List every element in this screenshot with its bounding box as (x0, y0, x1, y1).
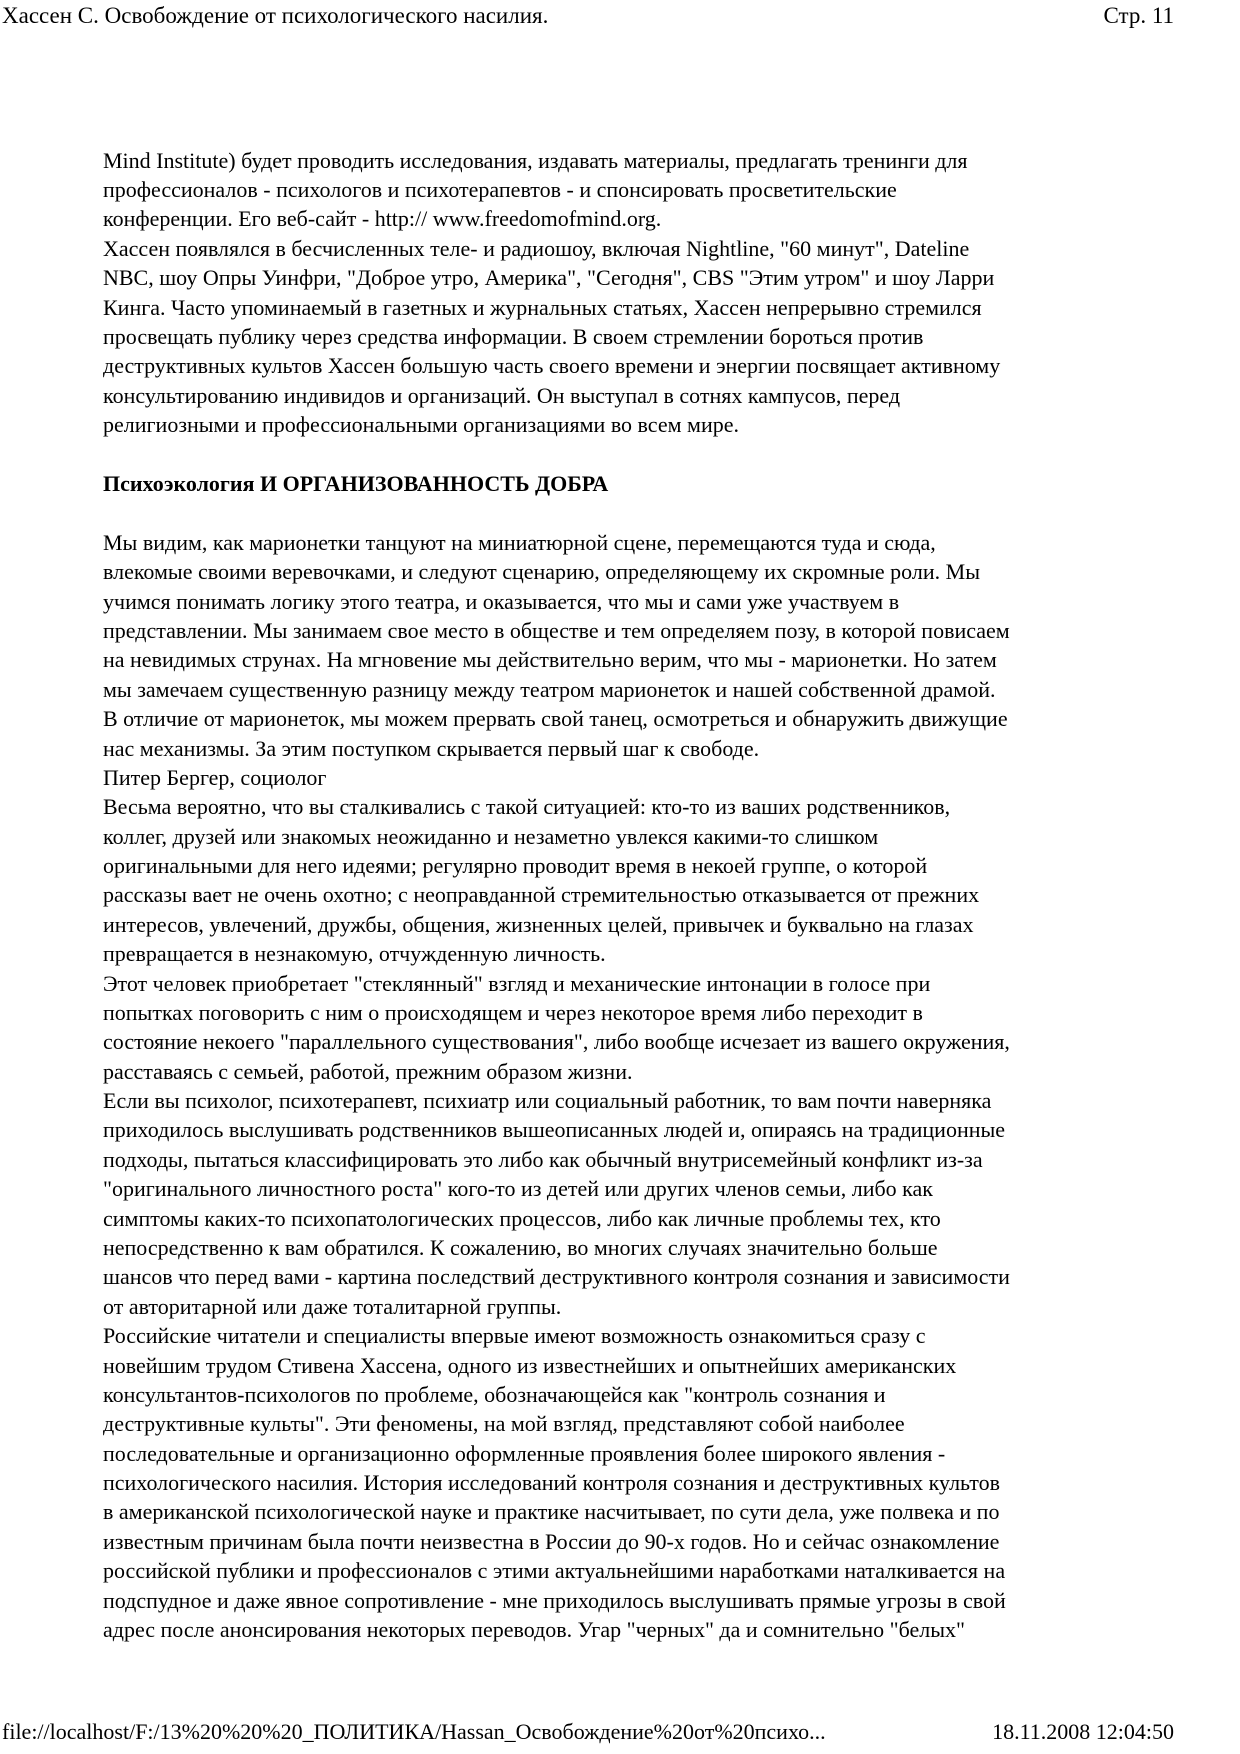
text-line: NBC, шоу Опры Уинфри, "Доброе утро, Америка", "Сегодня", CBS "Этим утром" и шоу Ларри (103, 265, 995, 290)
text-line: непосредственно к вам обратился. К сожалению, во многих случаях значительно больше (103, 1235, 938, 1260)
text-line: от авторитарной или даже тоталитарной группы. (103, 1294, 562, 1319)
text-line: просвещать публику через средства информации. В своем стремлении бороться против (103, 324, 924, 349)
text-line: Этот человек приобретает "стеклянный" взгляд и механические интонации в голосе при (103, 971, 931, 996)
text-line: нас механизмы. За этим поступком скрывается первый шаг к свободе. (103, 736, 760, 761)
text-line: В отличие от марионеток, мы можем прервать свой танец, осмотреться и обнаружить движущие (103, 706, 1008, 731)
text-line: деструктивные культы". Эти феномены, на мой взгляд, представляют собой наиболее (103, 1411, 905, 1436)
page-header-title: Хассен С. Освобождение от психологического насилия. (2, 3, 549, 28)
text-line: в американской психологической науке и практике насчитывает, по сути дела, уже полвека и по (103, 1499, 1000, 1524)
text-line: приходилось выслушивать родственников вышеописанных людей и, опираясь на традиционные (103, 1117, 1006, 1142)
text-line: последовательные и организационно оформленные проявления более широкого явления - (103, 1441, 946, 1466)
text-line: "оригинального личностного роста" кого-то из детей или других членов семьи, либо как (103, 1176, 933, 1201)
text-line: состояние некоего "параллельного существования", либо вообще исчезает из вашего окружения, (103, 1029, 1010, 1054)
text-line: Мы видим, как марионетки танцуют на миниатюрной сцене, перемещаются туда и сюда, (103, 530, 936, 555)
text-line: Если вы психолог, психотерапевт, психиатр или социальный работник, то вам почти наверняка (103, 1088, 992, 1113)
text-line: представлении. Мы занимаем свое место в обществе и тем определяем позу, в которой повисаем (103, 618, 1010, 643)
text-line: симптомы каких-то психопатологических процессов, либо как личные проблемы тех, кто (103, 1206, 941, 1231)
text-line: адрес после анонсирования некоторых переводов. Угар "черных" да и сомнительно "белых" (103, 1617, 966, 1642)
text-line: Весьма вероятно, что вы сталкивались с такой ситуацией: кто-то из ваших родственников, (103, 794, 951, 819)
text-line: российской публики и профессионалов с этими актуальнейшими наработками наталкивается на (103, 1558, 1006, 1583)
text-line: профессионалов - психологов и психотерапевтов - и спонсировать просветительские (103, 177, 897, 202)
footer-datetime: 18.11.2008 12:04:50 (992, 1719, 1174, 1744)
text-line: конференции. Его веб-сайт - http:// www.freedomofmind.org. (103, 206, 662, 231)
text-line: консультированию индивидов и организаций. Он выступал в сотнях кампусов, перед (103, 383, 901, 408)
text-line: Хассен появлялся в бесчисленных теле- и радиошоу, включая Nightline, "60 минут", Dateline (103, 236, 970, 261)
text-line: Mind Institute) будет проводить исследования, издавать материалы, предлагать тренинги для (103, 148, 968, 173)
text-line: учимся понимать логику этого театра, и оказывается, что мы и сами уже участвуем в (103, 589, 900, 614)
text-line: консультантов-психологов по проблеме, обозначающейся как "контроль сознания и (103, 1382, 886, 1407)
text-line: Кинга. Часто упоминаемый в газетных и журнальных статьях, Хассен непрерывно стремился (103, 295, 982, 320)
text-line: новейшим трудом Стивена Хассена, одного из известнейших и опытнейших американских (103, 1353, 957, 1378)
text-line: рассказы вает не очень охотно; с неоправданной стремительностью отказывается от прежних (103, 882, 980, 907)
text-line: на невидимых струнах. На мгновение мы действительно верим, что мы - марионетки. Но затем (103, 647, 997, 672)
text-line: коллег, друзей или знакомых неожиданно и незаметно увлекся какими-то слишком (103, 824, 879, 849)
text-line: влекомые своими веревочками, и следуют сценарию, определяющему их скромные роли. Мы (103, 559, 980, 584)
text-line: известным причинам была почти неизвестна в России до 90-х годов. Но и сейчас ознакомление (103, 1529, 1000, 1554)
text-line: Питер Бергер, социолог (103, 765, 327, 790)
text-line: превращается в незнакомую, отчужденную личность. (103, 941, 606, 966)
section-heading: Психоэкология И ОРГАНИЗОВАННОСТЬ ДОБРА (103, 471, 609, 496)
text-line: подходы, пытаться классифицировать это либо как обычный внутрисемейный конфликт из-за (103, 1147, 983, 1172)
text-line: интересов, увлечений, дружбы, общения, жизненных целей, привычек и буквально на глазах (103, 912, 974, 937)
text-line: деструктивных культов Хассен большую часть своего времени и энергии посвящает активному (103, 353, 1001, 378)
text-line: Российские читатели и специалисты впервые имеют возможность ознакомиться сразу с (103, 1323, 926, 1348)
text-line: религиозными и профессиональными организациями во всем мире. (103, 412, 739, 437)
footer-file-url: file://localhost/F:/13%20%20%20_ПОЛИТИКА/Hassan_Освобождение%20от%20психо... (2, 1719, 826, 1744)
text-line: оригинальными для него идеями; регулярно проводит время в некоей группе, о которой (103, 853, 928, 878)
text-line: психологического насилия. История исследований контроля сознания и деструктивных культов (103, 1470, 1000, 1495)
text-line: мы замечаем существенную разницу между театром марионеток и нашей собственной драмой. (103, 677, 996, 702)
text-line: подспудное и даже явное сопротивление - мне приходилось выслушивать прямые угрозы в свой (103, 1588, 1006, 1613)
text-line: попытках поговорить с ним о происходящем и через некоторое время либо переходит в (103, 1000, 923, 1025)
text-line: расставаясь с семьей, работой, прежним образом жизни. (103, 1059, 633, 1084)
page-number: Стр. 11 (1103, 3, 1174, 28)
text-line: шансов что перед вами - картина последствий деструктивного контроля сознания и зависимости (103, 1264, 1010, 1289)
